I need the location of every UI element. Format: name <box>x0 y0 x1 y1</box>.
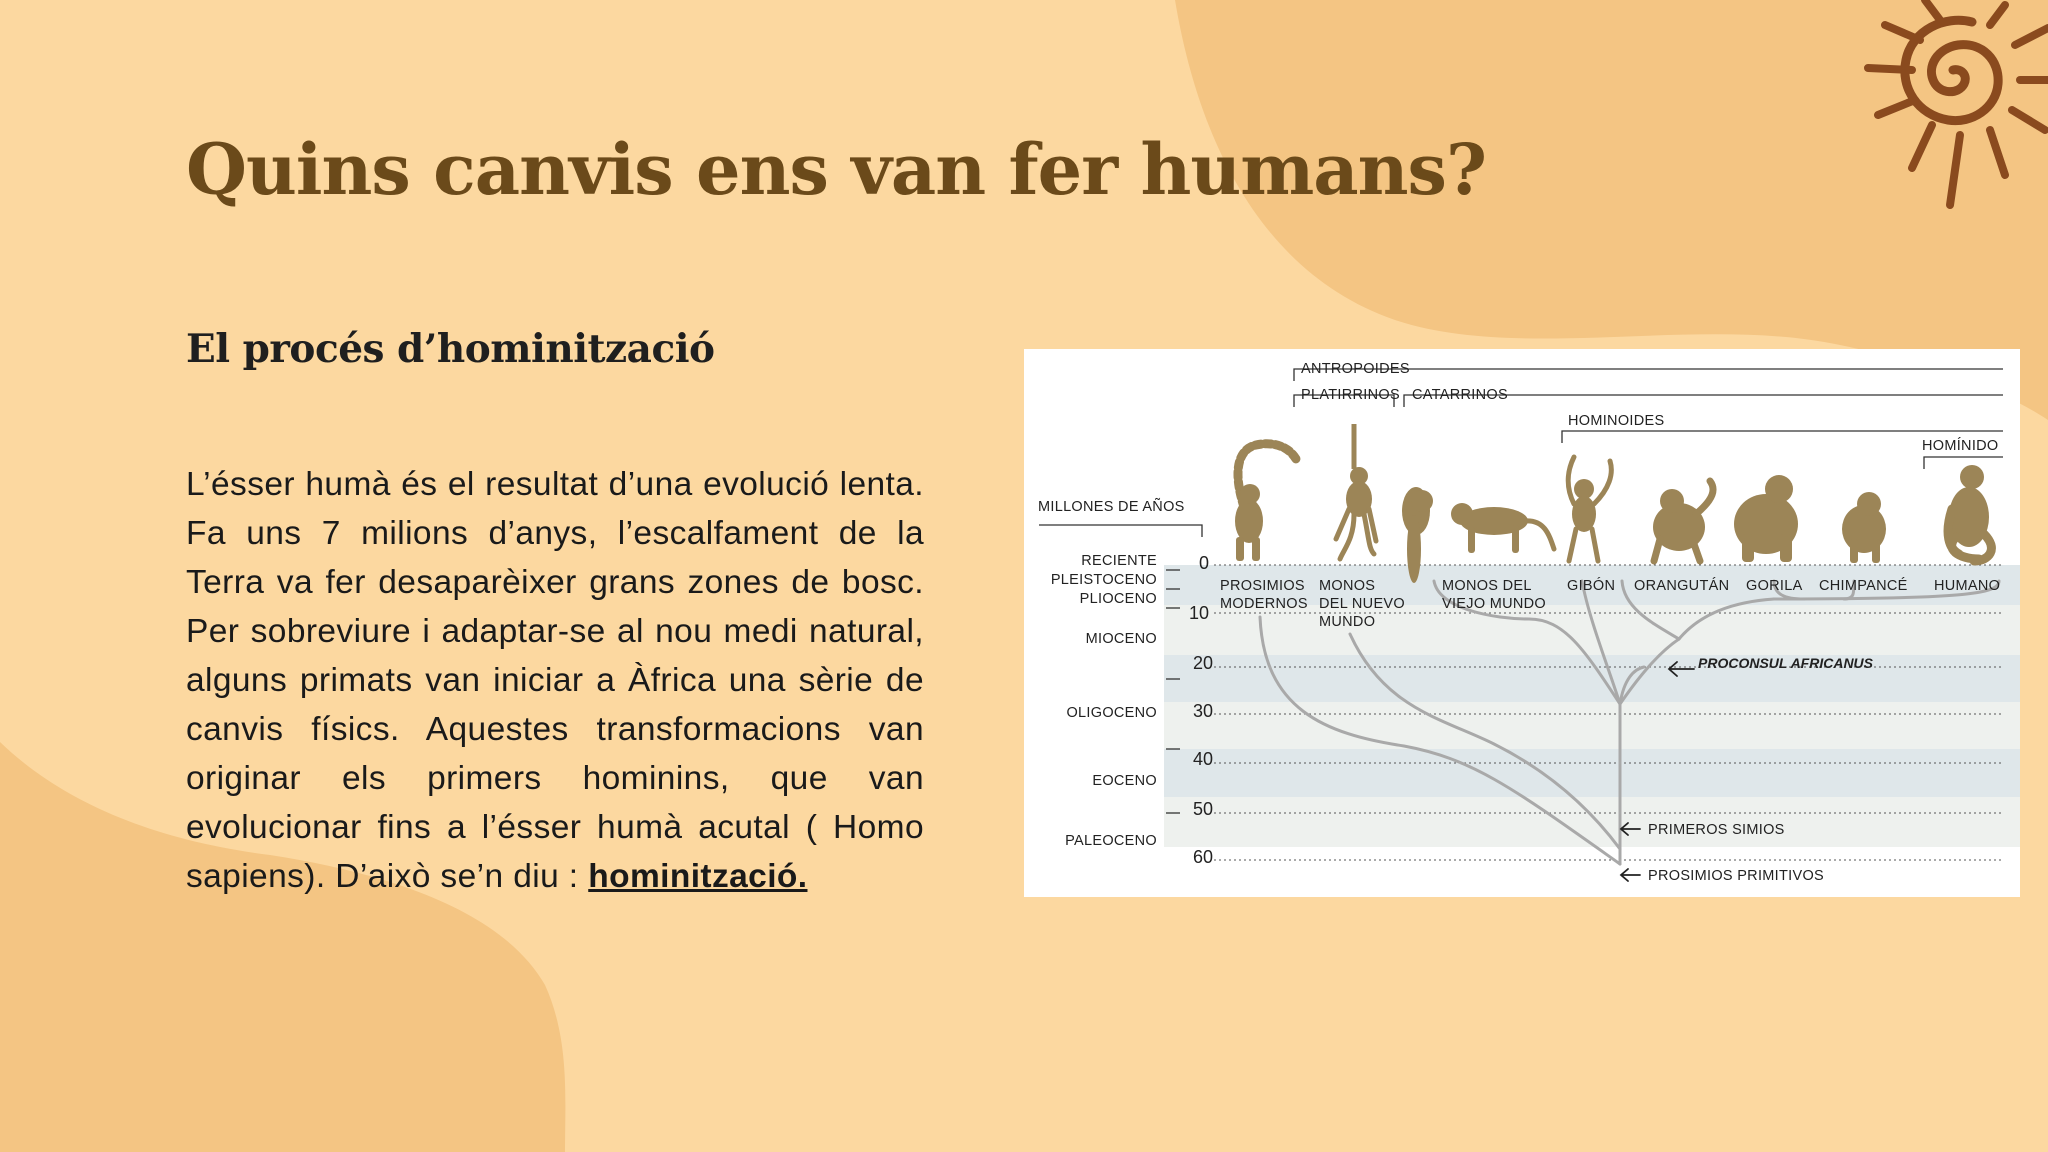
label-primeros-simios: PRIMEROS SIMIOS <box>1648 822 1785 838</box>
tick-20: 20 <box>1192 653 1213 673</box>
tick-60: 60 <box>1192 847 1213 867</box>
taxon-prosimios-2: MODERNOS <box>1220 596 1308 612</box>
epoch-reciente: RECIENTE <box>1081 553 1157 569</box>
epoch-paleoceno: PALEOCENO <box>1065 833 1157 849</box>
label-catarrinos: CATARRINOS <box>1412 387 1508 403</box>
slide-subtitle: El procés d’hominització <box>186 326 715 372</box>
spider-monkey-silhouette <box>1336 424 1376 559</box>
taxon-prosimios-1: PROSIMIOS <box>1220 578 1305 594</box>
band-10-20 <box>1164 605 2020 655</box>
slide-title: Quins canvis ens van fer humans? <box>186 128 1486 211</box>
taxon-chimpance: CHIMPANCÉ <box>1819 578 1908 594</box>
sun-ray <box>1885 25 1920 40</box>
label-antropoides: ANTROPOIDES <box>1301 361 1410 377</box>
human-silhouette <box>1948 465 1991 561</box>
taxon-gorila: GORILA <box>1746 578 1803 594</box>
baboon-silhouette <box>1451 503 1554 553</box>
tick-50: 50 <box>1192 799 1213 819</box>
taxon-monos-nuevo-3: MUNDO <box>1319 614 1376 630</box>
primate-evolution-figure <box>1024 349 2020 897</box>
sun-ray <box>1990 130 2005 175</box>
taxon-monos-nuevo-2: DEL NUEVO <box>1319 596 1405 612</box>
tick-0: 0 <box>1198 553 1209 573</box>
epoch-pleistoceno: PLEISTOCENO <box>1050 572 1157 588</box>
chimpanzee-silhouette <box>1842 492 1886 563</box>
sun-spiral-logo <box>1800 0 2048 220</box>
tick-30: 30 <box>1192 701 1213 721</box>
orangutan-silhouette <box>1653 481 1713 561</box>
body-paragraph <box>186 460 924 901</box>
sun-ray <box>1990 5 2005 25</box>
band-50-60 <box>1164 797 2020 847</box>
sun-ray <box>1925 0 1940 20</box>
epoch-mioceno: MIOCENO <box>1085 631 1157 647</box>
taxon-monos-viejo-2: VIEJO MUNDO <box>1442 596 1546 612</box>
bracket-hominido <box>1924 457 2003 469</box>
taxon-orangutan: ORANGUTÁN <box>1634 578 1730 594</box>
epoch-eoceno: EOCENO <box>1092 773 1157 789</box>
sun-ray <box>2012 110 2045 130</box>
gibbon-silhouette <box>1568 457 1611 561</box>
taxon-humano: HUMANO <box>1934 578 2001 594</box>
gorilla-silhouette <box>1734 475 1798 562</box>
label-hominido: HOMÍNIDO <box>1922 438 1999 454</box>
sun-ray <box>2015 28 2048 45</box>
sun-ray <box>1912 125 1932 168</box>
taxon-gibon: GIBÓN <box>1567 578 1616 594</box>
label-hominoides: HOMINOIDES <box>1568 413 1665 429</box>
phylogeny-diagram <box>1024 349 2020 897</box>
band-30-40 <box>1164 702 2020 749</box>
keyword-hominitzacio: hominització. <box>588 858 808 895</box>
sun-ray <box>1878 100 1915 115</box>
epoch-oligoceno: OLIGOCENO <box>1066 705 1157 721</box>
arrow-prosimios-primitivos <box>1621 869 1640 881</box>
label-axis-title: MILLONES DE AÑOS <box>1038 499 1185 515</box>
label-platirrinos: PLATIRRINOS <box>1301 387 1400 403</box>
lemur-silhouette <box>1235 444 1296 561</box>
sun-ray <box>1868 68 1912 70</box>
taxon-monos-nuevo-1: MONOS <box>1319 578 1376 594</box>
tick-10: 10 <box>1188 603 1209 623</box>
epoch-plioceno: PLIOCENO <box>1079 591 1157 607</box>
label-prosimios-primitivos: PROSIMIOS PRIMITIVOS <box>1648 868 1824 884</box>
label-proconsul: PROCONSUL AFRICANUS <box>1698 655 1874 671</box>
bracket-millones <box>1039 525 1202 537</box>
band-40-50 <box>1164 749 2020 797</box>
taxon-monos-viejo-1: MONOS DEL <box>1442 578 1532 594</box>
sun-ray <box>1950 135 1960 205</box>
tick-40: 40 <box>1192 749 1213 769</box>
body-text: L’ésser humà és el resultat d’una evolució lenta. Fa uns 7 milions d’anys, l’escalfament de la Terra va fer desaparèixer grans zones de bosc. Per sobreviure i adaptar-se al nou medi natural, alguns primats van iniciar a Àfrica una sèrie de canvis físics. Aquestes transformacions van originar els primers hominins, que van evolucionar fins a l’ésser humà acutal ( Homo sapiens). D’això se’n diu : <box>186 466 924 895</box>
